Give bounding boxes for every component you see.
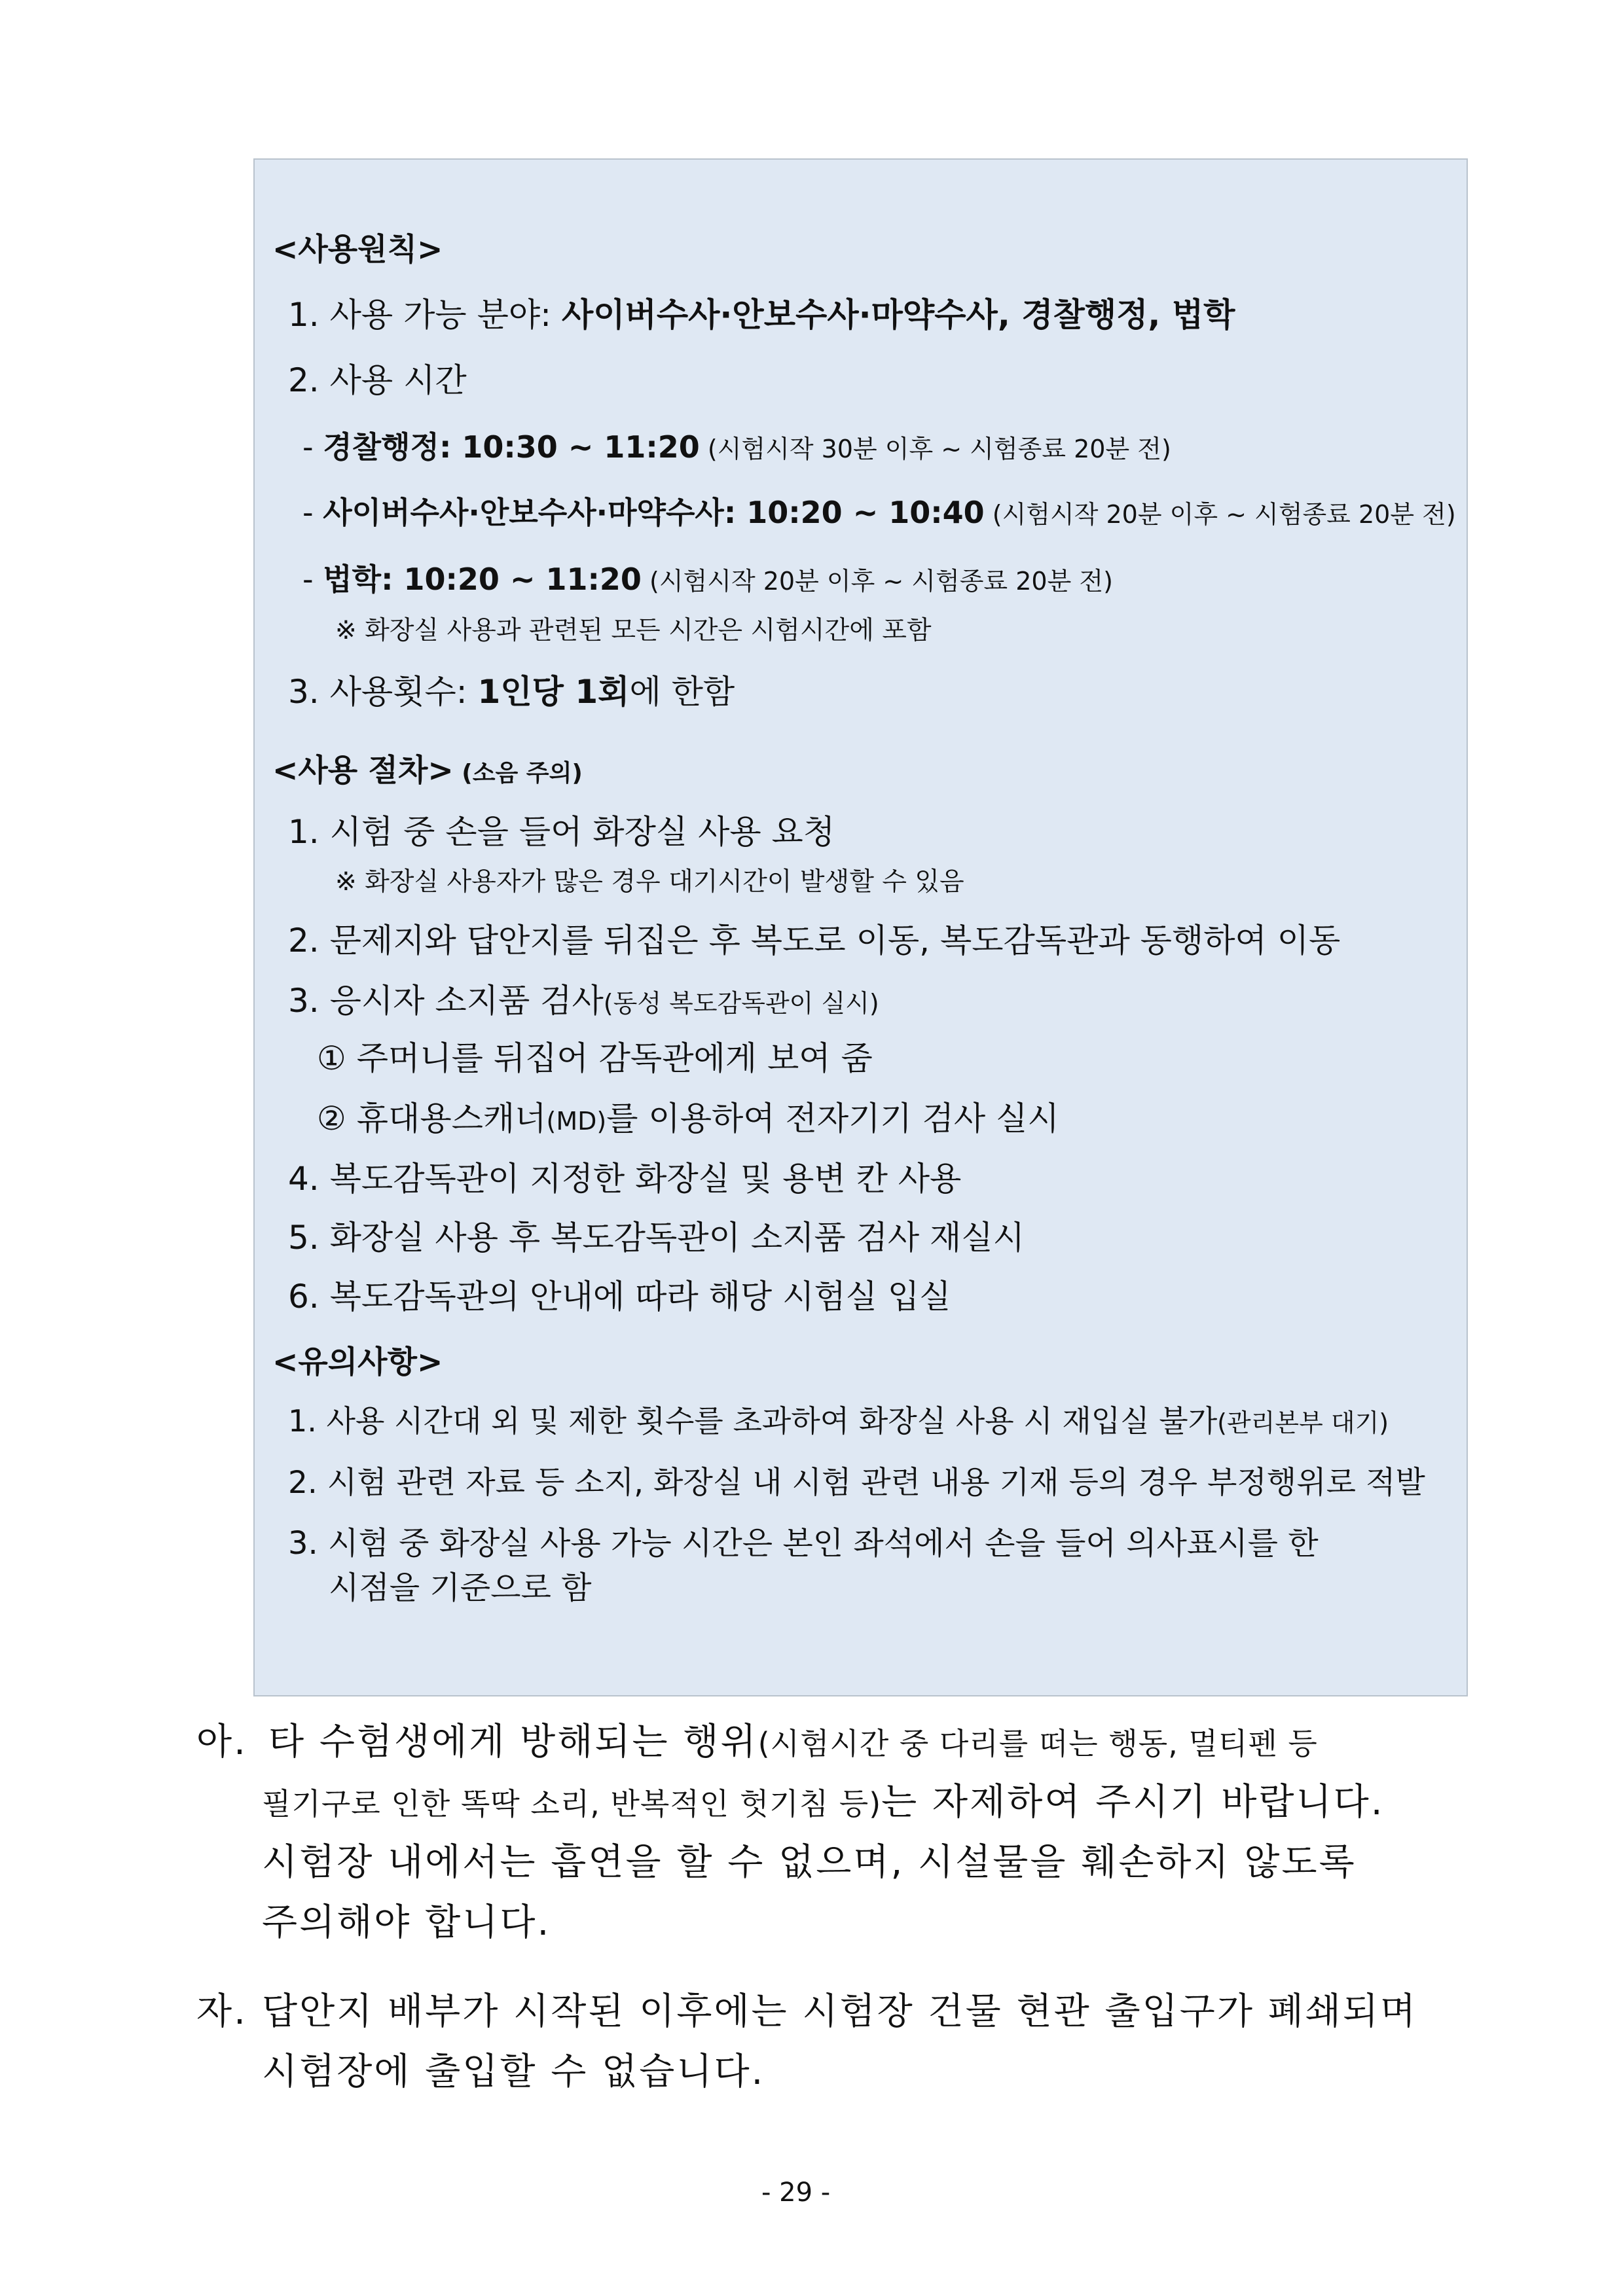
time-police-admin: - 경찰행정: 10:30 ~ 11:20 (시험시작 30분 이후 ~ 시험종료 20분 전) xyxy=(302,429,1171,465)
caution-2: 2. 시험 관련 자료 등 소지, 화장실 내 시험 관련 내용 기재 등의 경우 부정행위로 적발 xyxy=(288,1465,1425,1501)
usage-field-item: 1. 사용 가능 분야: 사이버수사·안보수사·마약수사, 경찰행정, 법학 xyxy=(288,296,1235,334)
procedure-step-4: 4. 복도감독관이 지정한 화장실 및 용변 칸 사용 xyxy=(288,1160,962,1198)
procedure-step-1-remark: ※ 화장실 사용자가 많은 경우 대기시간이 발생할 수 있음 xyxy=(335,867,964,897)
procedure-step-2: 2. 문제지와 답안지를 뒤집은 후 복도로 이동, 복도감독관과 동행하여 이동 xyxy=(288,922,1341,960)
caution-1: 1. 사용 시간대 외 및 제한 횟수를 초과하여 화장실 사용 시 재입실 불가(관리본부 대기) xyxy=(288,1403,1389,1439)
procedure-step-6: 6. 복도감독관의 안내에 따라 해당 시험실 입실 xyxy=(288,1278,951,1316)
paragraph-a-line-1: 타 수험생에게 방해되는 행위(시험시간 중 다리를 떠는 행동, 멀티펜 등 xyxy=(268,1721,1318,1763)
procedure-step-1: 1. 시험 중 손을 들어 화장실 사용 요청 xyxy=(288,813,835,851)
procedure-step-3: 3. 응시자 소지품 검사(동성 복도감독관이 실시) xyxy=(288,982,879,1020)
page-number: - 29 - xyxy=(761,2178,831,2208)
procedure-step-3-sub-1: ① 주머니를 뒤집어 감독관에게 보여 줌 xyxy=(317,1039,873,1077)
paragraph-a-line-4: 주의해야 합니다. xyxy=(262,1901,551,1944)
procedure-step-5: 5. 화장실 사용 후 복도감독관이 소지품 검사 재실시 xyxy=(288,1219,1025,1257)
procedure-heading: <사용 절차> (소음 주의) xyxy=(272,753,583,789)
cautions-heading: <유의사항> xyxy=(272,1344,443,1380)
paragraph-b-line-1: 답안지 배부가 시작된 이후에는 시험장 건물 현관 출입구가 폐쇄되며 xyxy=(262,1990,1418,2033)
procedure-step-3-sub-2: ② 휴대용스캐너(MD)를 이용하여 전자기기 검사 실시 xyxy=(317,1100,1059,1138)
paragraph-a-marker: 아. xyxy=(196,1721,247,1763)
paragraph-b-marker: 자. xyxy=(196,1990,247,2033)
time-cyber: - 사이버수사·안보수사·마약수사: 10:20 ~ 10:40 (시험시작 20분 이후 ~ 시험종료 20분 전) xyxy=(302,495,1456,530)
caution-3-line-1: 3. 시험 중 화장실 사용 가능 시간은 본인 좌석에서 손을 들어 의사표시를 한 xyxy=(288,1525,1319,1562)
time-remark: ※ 화장실 사용과 관련된 모든 시간은 시험시간에 포함 xyxy=(335,616,932,645)
usage-count-item: 3. 사용횟수: 1인당 1회에 한함 xyxy=(288,673,735,711)
usage-time-item: 2. 사용 시간 xyxy=(288,361,467,399)
caution-3-line-2: 시점을 기준으로 함 xyxy=(329,1570,592,1606)
paragraph-a-line-2: 필기구로 인한 똑딱 소리, 반복적인 헛기침 등)는 자제하여 주시기 바랍니다. xyxy=(262,1781,1385,1823)
paragraph-b-line-2: 시험장에 출입할 수 없습니다. xyxy=(262,2051,765,2093)
usage-principles-heading: <사용원칙> xyxy=(272,232,443,268)
paragraph-a-line-3: 시험장 내에서는 흡연을 할 수 없으며, 시설물을 훼손하지 않도록 xyxy=(262,1841,1357,1884)
time-law: - 법학: 10:20 ~ 11:20 (시험시작 20분 이후 ~ 시험종료 20분 전) xyxy=(302,562,1113,597)
